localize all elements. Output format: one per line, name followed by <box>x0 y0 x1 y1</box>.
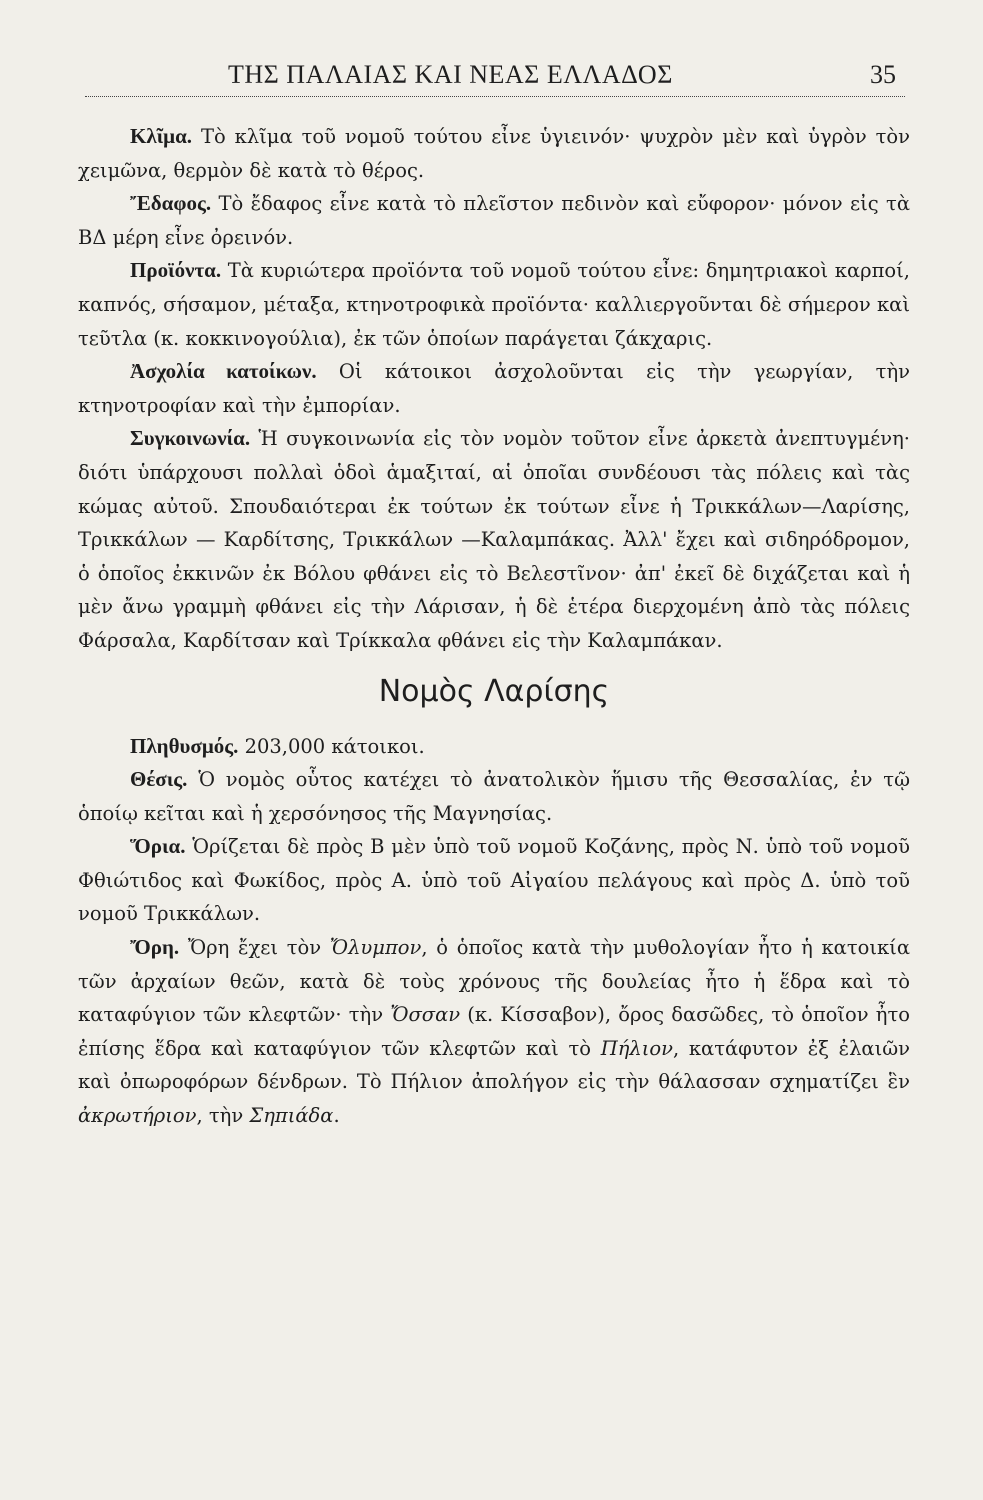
text-communication: Ἡ συγκοινωνία εἰς τὸν νομὸν τοῦτον εἶνε ἀρκετὰ ἀνεπτυγμένη· διότι ὑπάρχουσι πολλαὶ ὁδοὶ ἁμαξιταί, αἱ ὁποῖαι συνδέουσι τὰς πόλεις καὶ τὰς κώμας αὐτοῦ. Σπουδαιότεραι ἐκ τούτων ἐκ τούτων εἶνε ἡ Τρικκάλων—Λαρίσης, Τρικκάλων — Καρδίτσης, Τρικκάλων —Καλαμπάκας. Ἀλλ' ἔχει καὶ σιδηρόδρομον, ὁ ὁποῖος ἐκκινῶν ἐκ Βόλου φθάνει εἰς τὸ Βελεστῖνον· ἀπ' ἐκεῖ δὲ διχάζεται καὶ ἡ μὲν ἄνω γραμμὴ φθάνει εἰς τὴν Λάρισαν, ἡ δὲ ἑτέρα διερχομένη ἀπὸ τὰς πόλεις Φάρσαλα, Καρδίτσαν καὶ Τρίκκαλα φθάνει εἰς τὴν Καλαμπάκαν. <box>78 427 910 652</box>
text-borders: Ὁρίζεται δὲ πρὸς Β μὲν ὑπὸ τοῦ νομοῦ Κοζάνης, πρὸς Ν. ὑπὸ τοῦ νομοῦ Φθιώτιδος καὶ Φωκίδος, πρὸς Α. ὑπὸ τοῦ Αἰγαίου πελάγους καὶ πρὸς Δ. ὑπὸ τοῦ νομοῦ Τρικκάλων. <box>78 835 910 926</box>
paragraph-products <box>78 254 910 355</box>
name-sepias: Σηπιάδα <box>249 1104 334 1128</box>
paragraph-position <box>78 763 910 830</box>
heading-occupation: Ἀσχολία κατοίκων. <box>130 359 317 384</box>
body-text <box>78 120 910 1133</box>
heading-borders: Ὅρια. <box>130 834 186 859</box>
running-title: ΤΗΣ ΠΑΛΑΙΑΣ ΚΑΙ ΝΕΑΣ ΕΛΛΑΔΟΣ <box>228 60 673 89</box>
text-soil: Τὸ ἔδαφος εἶνε κατὰ τὸ πλεῖστον πεδινὸν καὶ εὔφορον· μόνον εἰς τὰ ΒΔ μέρη εἶνε ὀρεινόν. <box>78 192 910 249</box>
page-number: 35 <box>870 60 896 89</box>
section-title-larisa: Νομὸς Λαρίσης <box>378 673 610 709</box>
heading-population: Πληθυσμός. <box>130 733 239 758</box>
heading-products: Προϊόντα. <box>130 258 222 283</box>
paragraph-mountains <box>78 931 910 1133</box>
heading-mountains: Ὄρη. <box>130 935 180 960</box>
text-mountains-3: (κ. Κίσσαβον), ὄρος δασῶδες, τὸ ὁποῖον ἦτο ἐπίσης ἕδρα καὶ καταφύγιον τῶν κλεφτῶν καὶ τὸ <box>78 1003 910 1060</box>
text-mountains-4: , κατάφυτον ἐξ ἐλαιῶν καὶ ὀπωροφόρων δένδρων. Τὸ Πήλιον ἀπολήγον εἰς τὴν θάλασσαν σχηματίζει ἓν <box>78 1036 910 1094</box>
word-cape: ἀκρωτήριον <box>78 1104 197 1128</box>
heading-soil: Ἔδαφος. <box>130 191 212 216</box>
text-occupation: Οἱ κάτοικοι ἀσχολοῦνται εἰς τὴν γεωργίαν, τὴν κτηνοτροφίαν καὶ τὴν ἐμπορίαν. <box>78 360 911 417</box>
paragraph-borders <box>78 830 910 931</box>
name-pelion: Πήλιον <box>600 1036 673 1060</box>
paragraph-communication <box>78 422 910 657</box>
name-olympus: Ὄλυμπον <box>329 936 422 960</box>
paragraph-population <box>78 730 910 764</box>
text-mountains-5: , τὴν <box>196 1104 250 1128</box>
text-mountains-2: , ὁ ὁποῖος κατὰ τὴν μυθολογίαν ἦτο ἡ κατοικία τῶν ἀρχαίων θεῶν, κατὰ δὲ τοὺς χρόνους τῆς δουλείας ἦτο ἡ ἕδρα καὶ τὸ καταφύγιον τῶν κλεφτῶν· τὴν <box>78 936 910 1027</box>
text-mountains-1: Ὄρη ἔχει τὸν <box>179 936 330 960</box>
name-ossa: Ὄσσαν <box>390 1003 461 1027</box>
text-population: 203,000 κάτοικοι. <box>238 734 425 758</box>
paragraph-soil <box>78 187 910 254</box>
heading-climate: Κλῖμα. <box>130 124 193 148</box>
text-position: Ὁ νομὸς οὗτος κατέχει τὸ ἀνατολικὸν ἥμισυ τῆς Θεσσαλίας, ἐν τῷ ὁποίῳ κεῖται καὶ ἡ χερσόνησος τῆς Μαγνησίας. <box>78 768 910 825</box>
text-climate: Τὸ κλῖμα τοῦ νομοῦ τούτου εἶνε ὑγιεινόν· ψυχρὸν μὲν καὶ ὑγρὸν τὸν χειμῶνα, θερμὸν δὲ κατὰ τὸ θέρος. <box>78 125 910 182</box>
text-mountains-6: . <box>333 1104 340 1128</box>
paragraph-occupation <box>78 355 910 422</box>
heading-position: Θέσις. <box>130 767 188 792</box>
heading-communication: Συγκοινωνία. <box>130 426 251 451</box>
paragraph-climate <box>78 120 910 187</box>
header-rule <box>85 96 905 97</box>
text-products: Τὰ κυριώτερα προϊόντα τοῦ νομοῦ τούτου εἶνε: δημητριακοὶ καρποί, καπνός, σήσαμον, μέταξα, κτηνοτροφικὰ προϊόντα· καλλιεργοῦνται δὲ σήμερον καὶ τεῦτλα (κ. κοκκινογούλια), ἐκ τῶν ὁποίων παράγεται ζάκχαρις. <box>78 259 910 350</box>
